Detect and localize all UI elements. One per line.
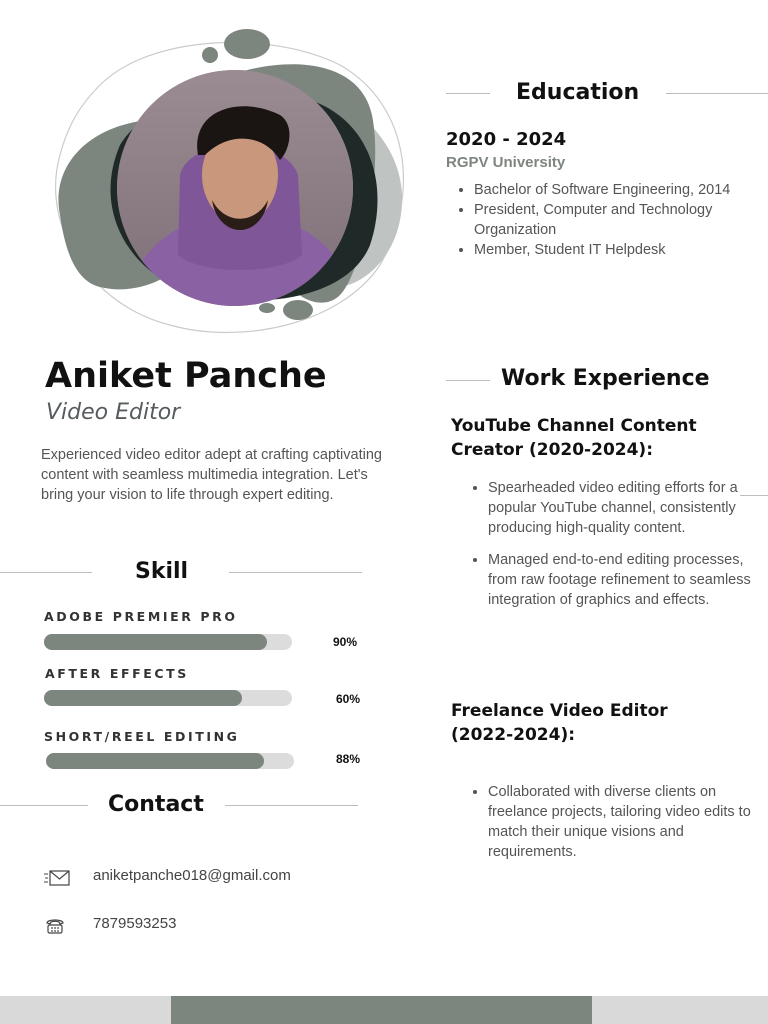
skill-label: AFTER EFFECTS [45, 666, 189, 681]
skill-percent: 90% [333, 635, 358, 649]
skill-bar-fill [46, 753, 264, 769]
education-rule-left [446, 93, 490, 94]
job-role: Video Editor [46, 400, 181, 425]
education-school: RGPV University [446, 154, 566, 171]
skill-rule-left [0, 572, 92, 573]
footer-band-right [592, 996, 768, 1024]
education-heading: Education [516, 80, 640, 105]
contact-heading: Contact [108, 792, 204, 817]
work-rule-left [446, 380, 490, 381]
list-item: • President, Computer and Technology Organization [474, 200, 768, 240]
education-list [456, 180, 768, 260]
list-item: • Bachelor of Software Engineering, 2014 [474, 180, 768, 200]
skill-bar [46, 753, 294, 769]
job-title: YouTube Channel Content Creator (2020-2024): [451, 416, 697, 460]
profile-summary: Experienced video editor adept at crafting captivating content with seamless multimedia integration. Let's bring your vision to life through expert editing. [41, 447, 382, 503]
skill-bar-fill [44, 634, 267, 650]
contact-phone[interactable]: 7879593253 [93, 915, 177, 932]
job-title: Freelance Video Editor (2022-2024): [451, 701, 668, 745]
list-item: • Collaborated with diverse clients on freelance projects, tailoring video edits to match their unique visions and requirements. [488, 782, 768, 862]
skill-bar [44, 634, 292, 650]
skill-bar-fill [44, 690, 242, 706]
telephone-icon [45, 917, 65, 935]
list-item: • Managed end-to-end editing processes, from raw footage refinement to seamless integration of graphics and effects. [488, 550, 763, 610]
envelope-icon [44, 869, 70, 887]
skill-percent: 60% [336, 692, 361, 706]
person-name: Aniket Panche [45, 356, 327, 396]
contact-email[interactable]: aniketpanche018@gmail.com [93, 867, 291, 884]
list-item: • Spearheaded video editing efforts for a popular YouTube channel, consistently producing high-quality content. [488, 478, 763, 538]
contact-rule-left [0, 805, 88, 806]
skill-heading: Skill [135, 559, 189, 584]
education-years: 2020 - 2024 [446, 129, 567, 150]
footer-band-left [0, 996, 171, 1024]
skill-bar [44, 690, 292, 706]
contact-rule-right [225, 805, 358, 806]
skill-percent: 88% [336, 752, 361, 766]
skill-label: SHORT/REEL EDITING [44, 729, 240, 744]
skill-rule-right [229, 572, 362, 573]
work-heading: Work Experience [501, 366, 710, 391]
profile-photo-art [40, 25, 420, 345]
skill-label: ADOBE PREMIER PRO [44, 609, 238, 624]
education-rule-right [666, 93, 768, 94]
footer-band-middle [171, 996, 592, 1024]
job-points [470, 478, 763, 622]
job-points [470, 782, 768, 874]
list-item: • Member, Student IT Helpdesk [474, 240, 768, 260]
